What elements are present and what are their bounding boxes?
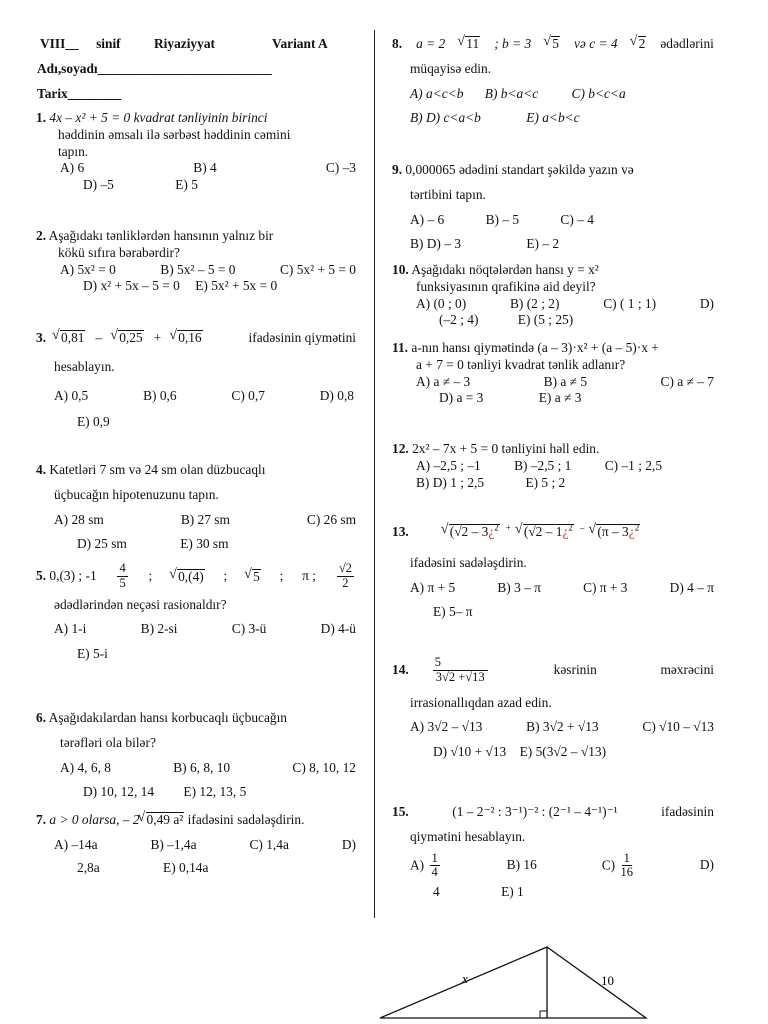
q14-option-e[interactable]: E) 5(3√2 – √13) (519, 744, 607, 759)
q15-option-c[interactable]: C) $\frac{1}{16}$ (601, 850, 633, 880)
q10-option-b[interactable]: B) (2 ; 2) (509, 295, 560, 311)
q14-fraction: $\frac{5}{3√2 +√13}$ (433, 656, 488, 685)
q3-root-3: √ 0,16 (177, 330, 202, 345)
q9-option-b[interactable]: B) – 5 (485, 211, 520, 227)
q10-text: Aşağıdakı nöqtələrdən hansı y = x² (411, 262, 599, 277)
q6-option-a[interactable]: A) 4, 6, 8 (60, 759, 111, 775)
grade: VIII__ (40, 36, 79, 51)
q8-a-eq: a = 2 (416, 36, 446, 51)
q7-number: 7. (36, 812, 47, 827)
q1-option-e[interactable]: E) 5 (175, 177, 198, 192)
q3-option-b[interactable]: B) 0,6 (143, 387, 177, 403)
question-8 (392, 36, 714, 127)
q6-text-b: tərəfləri ola bilər? (60, 734, 156, 750)
q4-option-b[interactable]: B) 27 sm (180, 511, 230, 527)
q14-number: 14. (392, 661, 409, 677)
q15-number: 15. (392, 804, 409, 819)
q5-root-1: √ 0,(4) (177, 569, 205, 584)
q8-number: 8. (392, 36, 403, 51)
q9-option-d[interactable]: B) D) – 3 (410, 236, 461, 252)
q8-text-b: müqayisə edin. (410, 60, 492, 76)
question-11 (392, 340, 714, 407)
q11-text-b: a + 7 = 0 tənliyi kvadrat tənlik adlanır? (416, 356, 626, 372)
q10-text-b: funksiyasının qrafikinə aid deyil? (416, 278, 596, 294)
q13-option-b[interactable]: B) 3 – π (497, 579, 541, 595)
q2-text: Aşağıdakı tənliklərdən hansının yalnız bir (48, 228, 274, 243)
name-line: Adı,soyadı__________________________ (37, 61, 272, 76)
q15-option-a[interactable]: A) $\frac{1}{4}$ (410, 850, 438, 880)
q5-option-a[interactable]: A) 1-i (54, 621, 87, 637)
question-2 (36, 228, 356, 295)
q10-option-a[interactable]: A) (0 ; 0) (416, 295, 467, 311)
q1-text-b: həddinin əmsalı ilə sərbəst həddinin cəmini (58, 126, 291, 142)
q3-option-a[interactable]: A) 0,5 (54, 387, 89, 403)
question-6 (36, 710, 356, 801)
q9-text: 0,000065 ədədini standart şəkildə yazın və (405, 162, 634, 177)
q13-term-2: √ (√2 – 1¿$^2$ (523, 524, 574, 539)
q11-option-d[interactable]: D) a = 3 (439, 390, 484, 406)
q15-tail: ifadəsinin (661, 804, 714, 819)
q2-option-d[interactable]: D) x² + 5x – 5 = 0 (83, 278, 180, 294)
q9-text-b: tərtibini tapın. (410, 186, 486, 202)
q11-number: 11. (392, 340, 408, 355)
q5-option-e[interactable]: E) 5-i (77, 646, 108, 661)
q14-mid: kəsrinin (553, 661, 597, 677)
q5-text-b: ədədlərindən neçəsi rasionaldır? (54, 596, 227, 612)
q3-root-2: √ 0,25 (118, 330, 143, 345)
right-angle-mark (540, 1011, 547, 1018)
q13-option-a[interactable]: A) π + 5 (410, 579, 456, 595)
question-7 (36, 812, 356, 876)
q6-number: 6. (36, 710, 47, 725)
q7-option-a[interactable]: A) –14a (54, 836, 98, 852)
question-9 (392, 162, 714, 253)
q15-option-d-value[interactable]: 4 (433, 884, 440, 899)
q8-option-c[interactable]: C) b<c<a (571, 85, 626, 101)
q11-option-c[interactable]: C) a ≠ – 7 (660, 373, 714, 389)
q8-option-a[interactable]: A) a<c<b (410, 85, 464, 101)
q12-number: 12. (392, 441, 409, 456)
q12-option-d[interactable]: B) D) 1 ; 2,5 (416, 474, 485, 490)
q8-b-eq: ; b = 3 (494, 36, 532, 51)
q10-option-c[interactable]: C) ( 1 ; 1) (603, 295, 657, 311)
q4-text-b: üçbucağın hipotenuzunu tapın. (54, 486, 219, 502)
q3-tail: ifadəsinin qiymətini (248, 330, 356, 345)
q13-option-c[interactable]: C) π + 3 (583, 579, 628, 595)
q14-text-b: irrasionallıqdan azad edin. (410, 694, 552, 710)
q15-option-d[interactable]: D) (699, 857, 714, 873)
q3-option-e[interactable]: E) 0,9 (77, 414, 110, 430)
q3-root-1: √ 0,81 (60, 330, 85, 345)
q5-fraction: $\frac{4}{5}$ (119, 561, 126, 590)
q10-option-d-value[interactable]: (–2 ; 4) (439, 312, 479, 328)
q1-option-a[interactable]: A) 6 (60, 160, 85, 176)
column-divider (374, 30, 375, 918)
q1-option-d[interactable]: D) –5 (83, 177, 114, 192)
q14-option-d[interactable]: D) √10 + √13 (433, 744, 507, 759)
question-14 (392, 656, 714, 761)
q13-option-e[interactable]: E) 5– π (433, 604, 473, 620)
q8-b-root: √ 5 (551, 36, 560, 51)
question-1 (36, 110, 356, 194)
q4-option-e[interactable]: E) 30 sm (180, 536, 229, 552)
q12-option-e[interactable]: E) 5 ; 2 (525, 474, 566, 490)
q7-post: ifadəsini sadələşdirin. (187, 812, 305, 827)
q3-number: 3. (36, 330, 47, 345)
triangle-figure (376, 940, 666, 1024)
q5-root-2: √ 5 (252, 569, 261, 584)
q11-text: a-nın hansı qiymətində (a – 3)·x² + (a – 5)·x + (411, 340, 659, 355)
q5-option-b[interactable]: B) 2-si (140, 621, 178, 637)
question-13: 13. √ (√2 – 3¿$^2$ + √ (√2 – 1¿$^2$ – √ (π – 3¿$^2$ ifadəsini sadələşdirin. A) π + 5 B) 3 – π C) π + 3 D) 4 – π E) 5– π (392, 524, 714, 621)
q13-term-1: √ (√2 – 3¿$^2$ (449, 524, 500, 539)
figure-label-10: 10 (601, 973, 614, 988)
q7-option-c[interactable]: C) 1,4a (249, 836, 289, 852)
q2-option-b[interactable]: B) 5x² – 5 = 0 (160, 261, 236, 277)
q11-option-e[interactable]: E) a ≠ 3 (538, 390, 582, 406)
q2-option-e[interactable]: E) 5x² + 5x = 0 (195, 278, 278, 294)
q12-option-b[interactable]: B) –2,5 ; 1 (514, 457, 572, 473)
date-line: Tarix________ (37, 86, 122, 101)
q5-number: 5. (36, 567, 47, 583)
q7-option-d-value[interactable]: 2,8a (77, 859, 100, 875)
q9-option-c[interactable]: C) – 4 (560, 211, 594, 227)
q12-text: 2x² – 7x + 5 = 0 tənliyini həll edin. (412, 441, 600, 456)
q10-option-d[interactable]: D) (699, 295, 714, 311)
q14-option-b[interactable]: B) 3√2 + √13 (526, 719, 599, 735)
q2-text-b: kökü sıfıra bərabərdir? (58, 244, 180, 260)
q7-radical: √ 0,49 a² (146, 812, 185, 827)
q2-number: 2. (36, 228, 47, 243)
q9-option-a[interactable]: A) – 6 (410, 211, 445, 227)
q11-option-a[interactable]: A) a ≠ – 3 (416, 373, 471, 389)
q14-option-a[interactable]: A) 3√2 – √13 (410, 719, 483, 735)
q4-option-a[interactable]: A) 28 sm (54, 511, 104, 527)
grade-word: sinif (96, 36, 121, 51)
q5-part-1: 0,(3) ; -1 (49, 567, 97, 583)
q7-pre: a > 0 olarsa, – 2 (49, 812, 140, 827)
q15-option-b[interactable]: B) 16 (506, 857, 537, 873)
q9-option-e[interactable]: E) – 2 (526, 236, 560, 252)
q6-option-b[interactable]: B) 6, 8, 10 (173, 759, 231, 775)
q13-number: 13. (392, 524, 409, 539)
q2-option-c[interactable]: C) 5x² + 5 = 0 (279, 261, 356, 277)
question-15 (392, 804, 714, 901)
header-line (40, 36, 340, 53)
q12-option-c[interactable]: C) –1 ; 2,5 (604, 457, 663, 473)
q8-a-root: √ 11 (465, 36, 480, 51)
question-4 (36, 462, 356, 553)
q3-option-c[interactable]: C) 0,7 (231, 387, 265, 403)
q13-term-3: √ (π – 3¿$^2$ (596, 524, 640, 539)
q6-text: Aşağıdakılardan hansı korbucaqlı üçbucağın (48, 710, 288, 725)
q8-option-e[interactable]: E) a<b<c (526, 110, 580, 126)
q8-option-b[interactable]: B) b<a<c (484, 85, 539, 101)
q8-c-eq: və c = 4 (573, 36, 618, 51)
question-3: 3. √ 0,81 – √ 0,25 + √ 0,16 ifadəsinin qiymətini hesablayın. A) 0,5 B) 0,6 C) 0,7 D) 0,8 E) 0,9 (36, 330, 356, 431)
q7-option-b[interactable]: B) –1,4a (150, 836, 197, 852)
q2-option-a[interactable]: A) 5x² = 0 (60, 261, 116, 277)
q15-expression: (1 – 2⁻² : 3⁻¹)⁻² : (2⁻¹ – 4⁻¹)⁻¹ (452, 804, 618, 819)
q15-text-b: qiymətini hesablayın. (410, 828, 526, 844)
question-12 (392, 441, 714, 491)
q7-option-e[interactable]: E) 0,14a (163, 859, 209, 875)
q7-option-d[interactable]: D) (341, 836, 356, 852)
question-5: 5. 0,(3) ; -1 $\frac{4}{5}$ ; √ 0,(4) ; √ 5 ; π ; $\frac{√2}{2}$ ədədlərindən neçəsi rasionaldır? A) 1-i B) 2-si C) 3-ü D) 4-ü E) 5-i (36, 562, 356, 663)
q3-text-b: hesablayın. (54, 358, 115, 374)
q14-tail: məxrəcini (660, 661, 714, 677)
q6-option-e[interactable]: E) 12, 13, 5 (183, 784, 247, 800)
q8-tail: ədədlərini (660, 36, 714, 51)
q13-text-b: ifadəsini sadələşdirin. (410, 554, 527, 570)
q13-option-d[interactable]: D) 4 – π (669, 579, 714, 595)
q3-option-d[interactable]: D) 0,8 (319, 387, 354, 403)
q8-c-root: √ 2 (638, 36, 647, 51)
q1-option-c[interactable]: C) –3 (325, 160, 356, 176)
q11-option-b[interactable]: B) a ≠ 5 (543, 373, 588, 389)
q1-number: 1. (36, 110, 47, 125)
q10-option-e[interactable]: E) (5 ; 25) (517, 312, 574, 328)
q4-number: 4. (36, 462, 47, 477)
q1-text-c: tapın. (58, 143, 89, 159)
q6-option-c[interactable]: C) 8, 10, 12 (292, 759, 356, 775)
variant: Variant A (272, 36, 328, 51)
q15-option-e[interactable]: E) 1 (501, 884, 524, 899)
q10-number: 10. (392, 262, 409, 277)
q9-number: 9. (392, 162, 403, 177)
q12-option-a[interactable]: A) –2,5 ; –1 (416, 457, 481, 473)
q5-pi: π ; (302, 567, 316, 583)
question-10 (392, 262, 714, 329)
q5-option-d[interactable]: D) 4-ü (320, 621, 356, 637)
q4-option-d[interactable]: D) 25 sm (77, 536, 127, 552)
q8-option-d[interactable]: B) D) c<a<b (410, 110, 481, 126)
q4-option-c[interactable]: C) 26 sm (306, 511, 356, 527)
q5-option-c[interactable]: C) 3-ü (231, 621, 267, 637)
q1-text: 4x – x² + 5 = 0 kvadrat tənliyinin birinci (49, 110, 268, 125)
q6-option-d[interactable]: D) 10, 12, 14 (83, 784, 155, 800)
subject: Riyaziyyat (153, 36, 215, 51)
q4-text: Katetləri 7 sm və 24 sm olan düzbucaqlı (49, 462, 266, 477)
q1-option-b[interactable]: B) 4 (193, 160, 217, 176)
figure-label-x: x (462, 971, 468, 986)
q5-fraction-2: $\frac{√2}{2}$ (338, 561, 352, 590)
q14-option-c[interactable]: C) √10 – √13 (642, 719, 714, 735)
